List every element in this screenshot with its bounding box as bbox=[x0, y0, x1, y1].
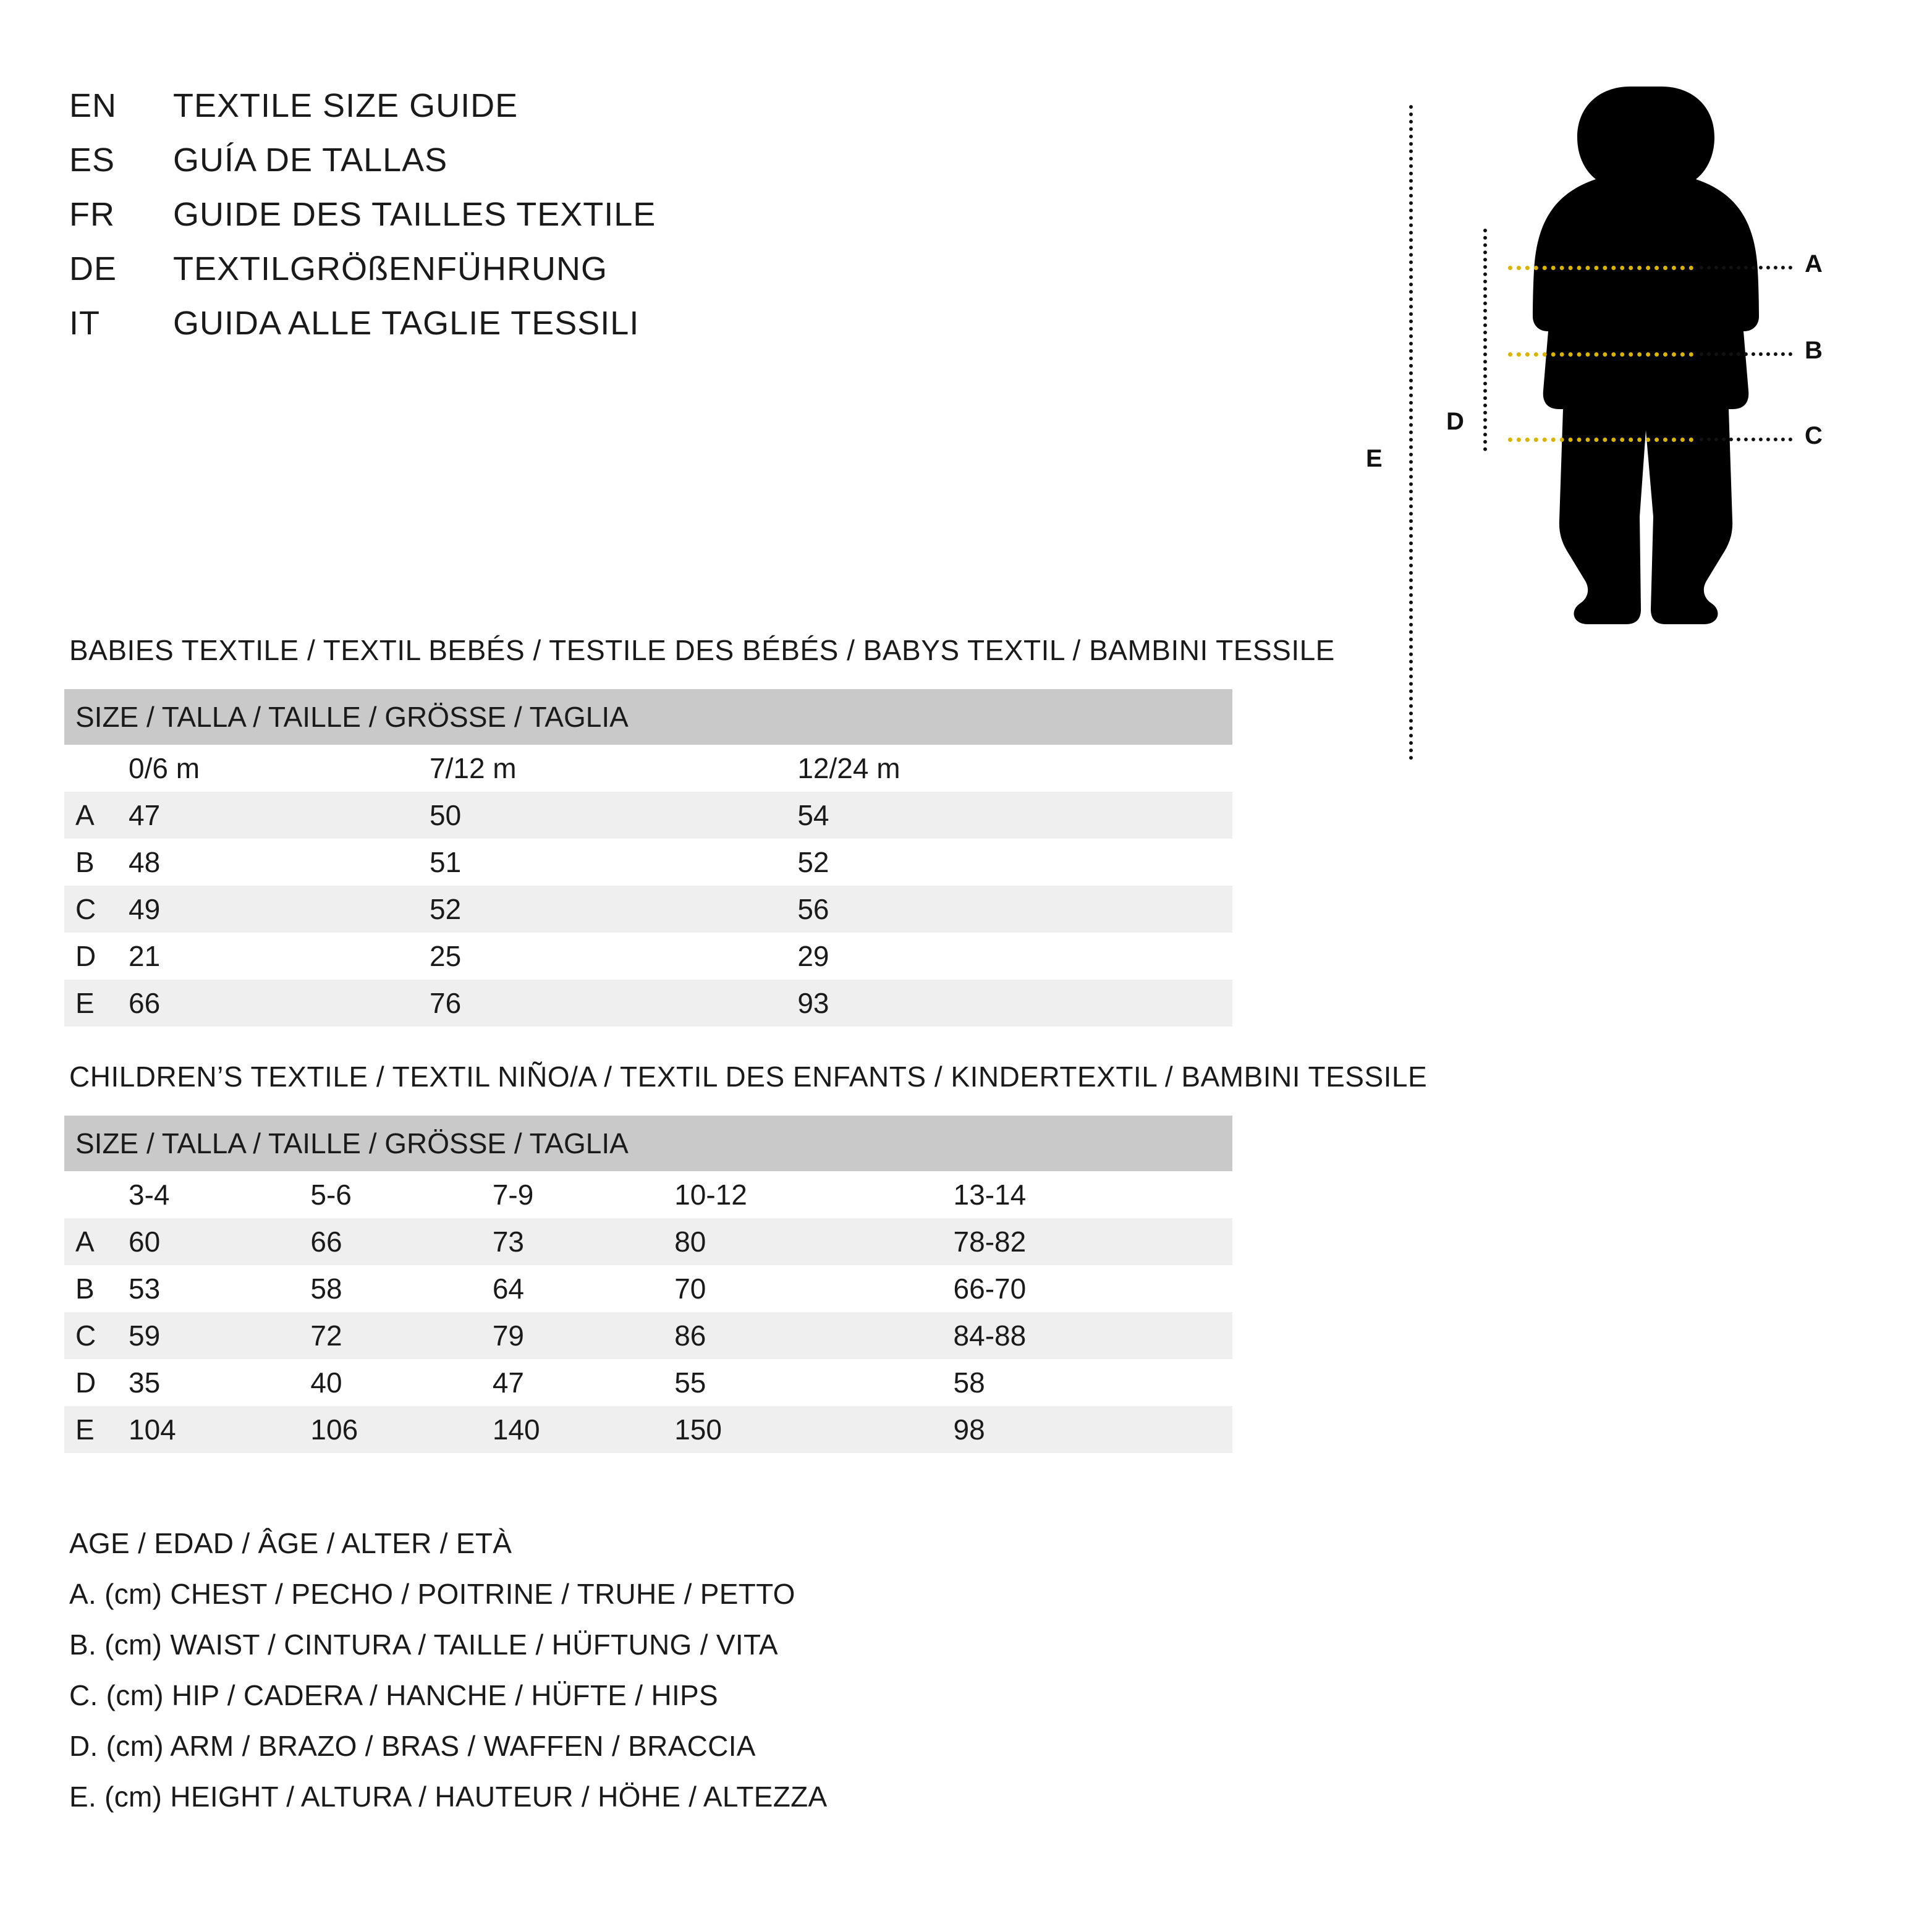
hip-measure-line-c bbox=[1508, 438, 1693, 442]
table-row bbox=[64, 1265, 1232, 1312]
cell-value: 51 bbox=[430, 839, 797, 886]
cell-value: 59 bbox=[129, 1312, 310, 1359]
cell-value: 104 bbox=[129, 1406, 310, 1453]
cell-value: 25 bbox=[430, 933, 797, 980]
height-guide-line-e bbox=[1409, 105, 1413, 760]
column-header: 10-12 bbox=[674, 1171, 953, 1218]
language-code: EN bbox=[69, 87, 117, 124]
table-column-header-row bbox=[64, 745, 1232, 792]
child-silhouette-icon bbox=[1489, 80, 1774, 754]
figure-label-e: E bbox=[1366, 445, 1383, 472]
language-row-es bbox=[69, 141, 1120, 195]
language-row-de bbox=[69, 250, 1120, 304]
cell-value: 56 bbox=[797, 886, 1232, 933]
cell-value: 55 bbox=[674, 1359, 953, 1406]
legend-line-height: E. (cm) HEIGHT / ALTURA / HAUTEUR / HÖHE / ALTEZZA bbox=[69, 1781, 828, 1813]
cell-value: 53 bbox=[129, 1265, 310, 1312]
cell-value: 52 bbox=[797, 839, 1232, 886]
measurement-legend bbox=[69, 1527, 828, 1831]
cell-value: 58 bbox=[954, 1359, 1232, 1406]
language-title: TEXTILE SIZE GUIDE bbox=[173, 87, 519, 124]
babies-band-label: SIZE / TALLA / TAILLE / GRÖSSE / TAGLIA bbox=[64, 689, 1232, 745]
language-code: IT bbox=[69, 305, 100, 342]
children-band-label: SIZE / TALLA / TAILLE / GRÖSSE / TAGLIA bbox=[64, 1116, 1232, 1171]
column-header: 3-4 bbox=[129, 1171, 310, 1218]
cell-value: 79 bbox=[493, 1312, 674, 1359]
cell-value: 70 bbox=[674, 1265, 953, 1312]
column-header: 7-9 bbox=[493, 1171, 674, 1218]
table-band-header bbox=[64, 689, 1232, 745]
row-label: A bbox=[64, 1218, 129, 1265]
legend-line-waist: B. (cm) WAIST / CINTURA / TAILLE / HÜFTUNG / VITA bbox=[69, 1629, 778, 1661]
babies-section-title: BABIES TEXTILE / TEXTIL BEBÉS / TESTILE DES BÉBÉS / BABYS TEXTIL / BAMBINI TESSILE bbox=[69, 634, 1335, 666]
legend-line-hip: C. (cm) HIP / CADERA / HANCHE / HÜFTE / HIPS bbox=[69, 1679, 719, 1711]
language-row-it bbox=[69, 304, 1120, 358]
language-code: DE bbox=[69, 250, 117, 287]
children-section-title: CHILDREN’S TEXTILE / TEXTIL NIÑO/A / TEXTIL DES ENFANTS / KINDERTEXTIL / BAMBINI TESSILE bbox=[69, 1061, 1428, 1093]
figure-label-d: D bbox=[1446, 408, 1464, 435]
row-label: E bbox=[64, 1406, 129, 1453]
cell-value: 47 bbox=[493, 1359, 674, 1406]
measurement-figure bbox=[1366, 80, 1879, 773]
table-row bbox=[64, 1406, 1232, 1453]
row-label: A bbox=[64, 792, 129, 839]
figure-label-b: B bbox=[1805, 337, 1823, 364]
table-row bbox=[64, 886, 1232, 933]
language-code: ES bbox=[69, 142, 116, 179]
figure-label-a: A bbox=[1805, 250, 1823, 278]
row-label: D bbox=[64, 933, 129, 980]
row-label: B bbox=[64, 1265, 129, 1312]
corner-cell bbox=[64, 1171, 129, 1218]
language-title: TEXTILGRÖßENFÜHRUNG bbox=[173, 250, 608, 287]
cell-value: 52 bbox=[430, 886, 797, 933]
cell-value: 106 bbox=[310, 1406, 492, 1453]
legend-line-age: AGE / EDAD / ÂGE / ALTER / ETÀ bbox=[69, 1527, 512, 1559]
column-header: 7/12 m bbox=[430, 745, 797, 792]
legend-line-chest: A. (cm) CHEST / PECHO / POITRINE / TRUHE / PETTO bbox=[69, 1578, 795, 1610]
language-title-block bbox=[69, 87, 1120, 358]
cell-value: 66 bbox=[310, 1218, 492, 1265]
table-column-header-row bbox=[64, 1171, 1232, 1218]
arm-guide-line-d bbox=[1483, 229, 1487, 451]
table-row bbox=[64, 1312, 1232, 1359]
cell-value: 98 bbox=[954, 1406, 1232, 1453]
table-row bbox=[64, 933, 1232, 980]
cell-value: 80 bbox=[674, 1218, 953, 1265]
cell-value: 150 bbox=[674, 1406, 953, 1453]
table-row bbox=[64, 1218, 1232, 1265]
cell-value: 66 bbox=[129, 980, 430, 1027]
column-header: 0/6 m bbox=[129, 745, 430, 792]
cell-value: 64 bbox=[493, 1265, 674, 1312]
cell-value: 58 bbox=[310, 1265, 492, 1312]
legend-line-arm: D. (cm) ARM / BRAZO / BRAS / WAFFEN / BRACCIA bbox=[69, 1730, 756, 1762]
table-band-header bbox=[64, 1116, 1232, 1171]
column-header: 5-6 bbox=[310, 1171, 492, 1218]
cell-value: 50 bbox=[430, 792, 797, 839]
language-title: GUÍA DE TALLAS bbox=[173, 142, 448, 179]
figure-label-c: C bbox=[1805, 422, 1823, 449]
cell-value: 140 bbox=[493, 1406, 674, 1453]
cell-value: 84-88 bbox=[954, 1312, 1232, 1359]
cell-value: 66-70 bbox=[954, 1265, 1232, 1312]
cell-value: 72 bbox=[310, 1312, 492, 1359]
chest-leader-line-a bbox=[1700, 266, 1792, 269]
cell-value: 60 bbox=[129, 1218, 310, 1265]
row-label: D bbox=[64, 1359, 129, 1406]
language-row-en bbox=[69, 87, 1120, 141]
row-label: C bbox=[64, 886, 129, 933]
cell-value: 76 bbox=[430, 980, 797, 1027]
table-row bbox=[64, 980, 1232, 1027]
language-title: GUIDE DES TAILLES TEXTILE bbox=[173, 196, 656, 233]
cell-value: 21 bbox=[129, 933, 430, 980]
hip-leader-line-c bbox=[1700, 438, 1792, 441]
children-size-table bbox=[64, 1116, 1232, 1453]
row-label: E bbox=[64, 980, 129, 1027]
table-row bbox=[64, 792, 1232, 839]
column-header: 13-14 bbox=[954, 1171, 1232, 1218]
corner-cell bbox=[64, 745, 129, 792]
cell-value: 78-82 bbox=[954, 1218, 1232, 1265]
language-row-fr bbox=[69, 195, 1120, 250]
cell-value: 40 bbox=[310, 1359, 492, 1406]
table-row bbox=[64, 839, 1232, 886]
chest-measure-line-a bbox=[1508, 266, 1693, 270]
cell-value: 73 bbox=[493, 1218, 674, 1265]
waist-leader-line-b bbox=[1700, 352, 1792, 356]
cell-value: 29 bbox=[797, 933, 1232, 980]
cell-value: 54 bbox=[797, 792, 1232, 839]
row-label: C bbox=[64, 1312, 129, 1359]
column-header: 12/24 m bbox=[797, 745, 1232, 792]
cell-value: 35 bbox=[129, 1359, 310, 1406]
waist-measure-line-b bbox=[1508, 352, 1693, 357]
row-label: B bbox=[64, 839, 129, 886]
cell-value: 49 bbox=[129, 886, 430, 933]
language-title: GUIDA ALLE TAGLIE TESSILI bbox=[173, 305, 640, 342]
cell-value: 47 bbox=[129, 792, 430, 839]
language-code: FR bbox=[69, 196, 115, 233]
cell-value: 48 bbox=[129, 839, 430, 886]
babies-size-table bbox=[64, 689, 1232, 1027]
cell-value: 86 bbox=[674, 1312, 953, 1359]
table-row bbox=[64, 1359, 1232, 1406]
cell-value: 93 bbox=[797, 980, 1232, 1027]
